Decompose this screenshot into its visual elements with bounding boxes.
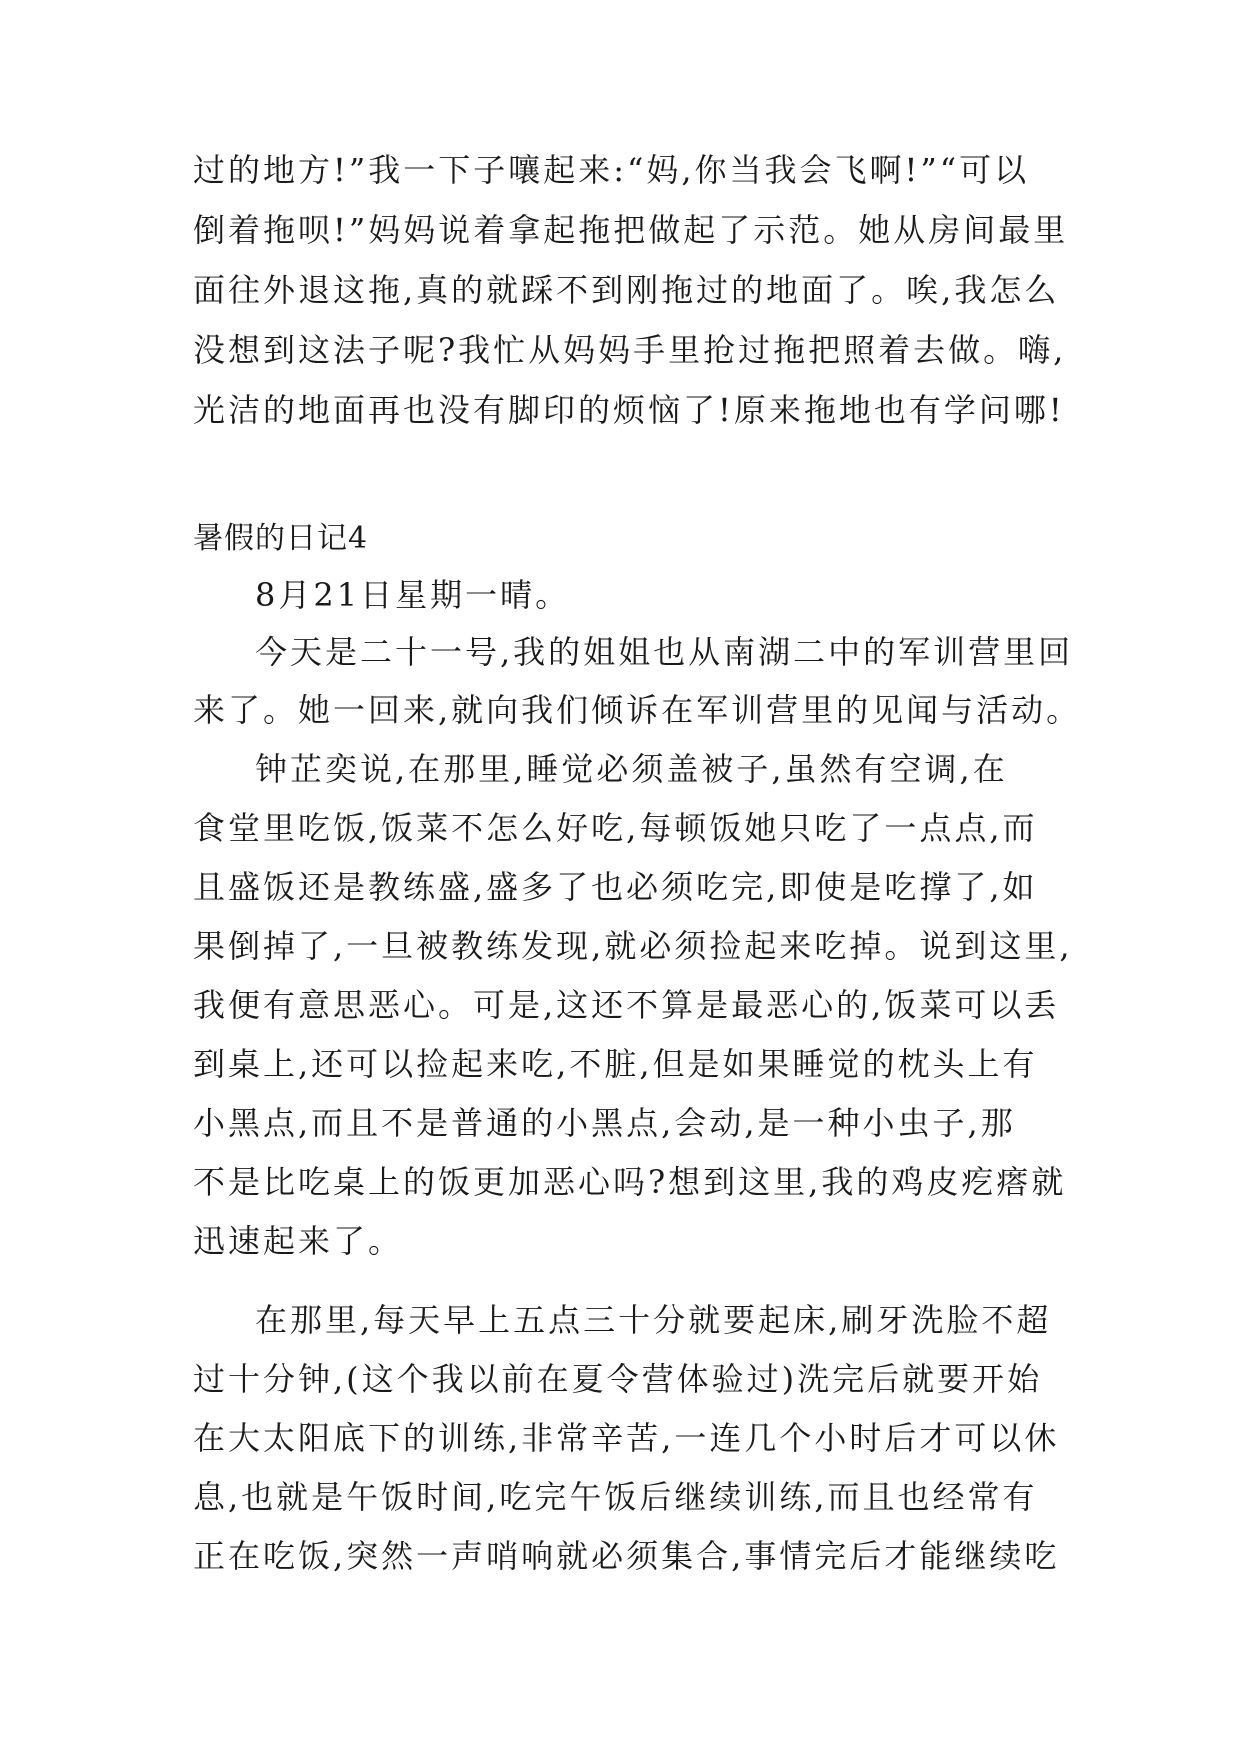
text-line: 息,也就是午饭时间,吃完午饭后继续训练,而且也经常有 <box>193 1478 1038 1516</box>
text-line: 没想到这法子呢?我忙从妈妈手里抢过拖把照着去做。嗨, <box>193 331 1067 369</box>
text-line: 不是比吃桌上的饭更加恶心吗?想到这里,我的鸡皮疙瘩就 <box>193 1163 1067 1201</box>
text-line: 我便有意思恶心。可是,这还不算是最恶心的,饭菜可以丢 <box>193 986 1060 1024</box>
text-line: 面往外退这拖,真的就踩不到刚拖过的地面了。唉,我怎么 <box>193 271 1060 309</box>
text-line: 小黑点,而且不是普通的小黑点,会动,是一种小虫子,那 <box>193 1104 1016 1142</box>
text-line: 今天是二十一号,我的姐姐也从南湖二中的军训营里回 <box>255 633 1074 671</box>
text-line: 在那里,每天早上五点三十分就要起床,刷牙洗脸不超 <box>255 1301 1052 1339</box>
text-line: 到桌上,还可以捡起来吃,不脏,但是如果睡觉的枕头上有 <box>193 1045 1038 1083</box>
section-title: 暑假的日记4 <box>193 521 369 556</box>
text-line: 过十分钟,(这个我以前在夏令营体验过)洗完后就要开始 <box>193 1360 1043 1398</box>
text-line: 正在吃饭,突然一声哨响就必须集合,事情完后才能继续吃 <box>193 1537 1060 1575</box>
text-line: 食堂里吃饭,饭菜不怎么好吃,每顿饭她只吃了一点点,而 <box>193 809 1038 847</box>
text-line: 且盛饭还是教练盛,盛多了也必须吃完,即使是吃撑了,如 <box>193 868 1038 906</box>
date-line: 8月21日星期一晴。 <box>255 576 571 614</box>
text-line: 倒着拖呗!”妈妈说着拿起拖把做起了示范。她从房间最里 <box>193 211 1069 249</box>
text-line: 果倒掉了,一旦被教练发现,就必须捡起来吃掉。说到这里, <box>193 927 1073 965</box>
text-line: 迅速起来了。 <box>193 1222 404 1260</box>
text-line: 钟芷奕说,在那里,睡觉必须盖被子,虽然有空调,在 <box>255 750 1008 788</box>
text-line: 在大太阳底下的训练,非常辛苦,一连几个小时后才可以休 <box>193 1419 1060 1457</box>
text-line: 光洁的地面再也没有脚印的烦恼了!原来拖地也有学问哪! <box>193 391 1065 429</box>
text-line: 过的地方!”我一下子嚷起来:“妈,你当我会飞啊!”“可以 <box>193 151 1030 189</box>
text-line: 来了。她一回来,就向我们倾诉在军训营里的见闻与活动。 <box>193 691 1082 729</box>
